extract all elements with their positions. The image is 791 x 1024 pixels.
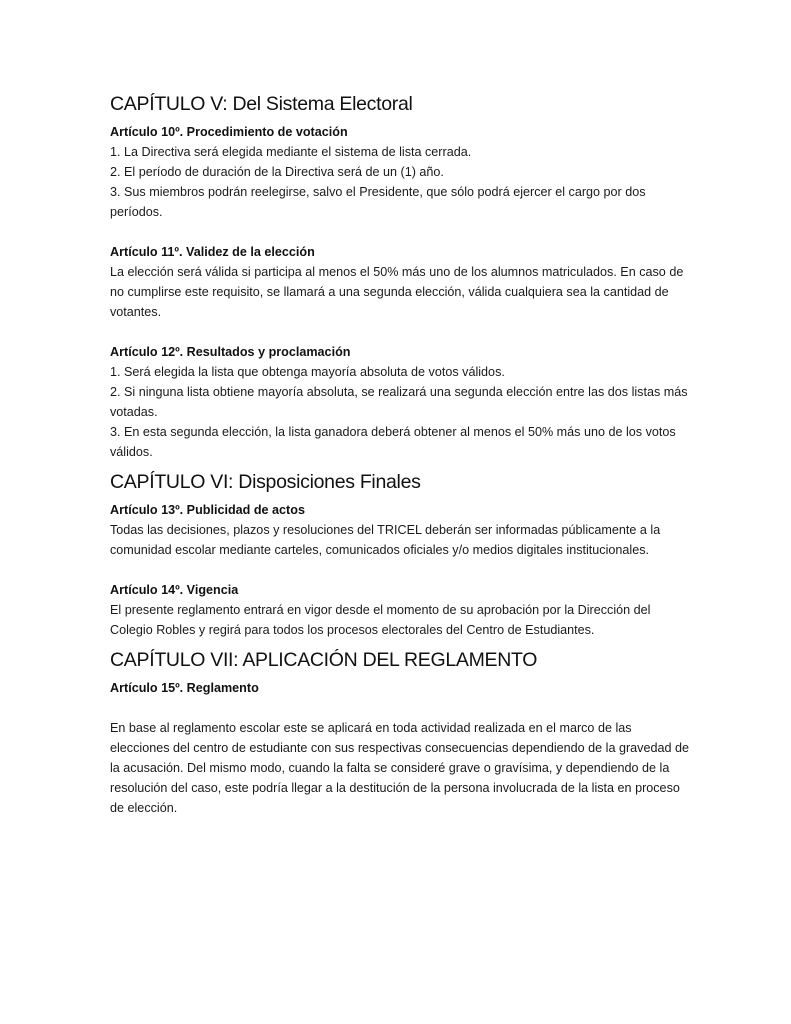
chapter-title: CAPÍTULO VII: APLICACIÓN DEL REGLAMENTO [110,649,538,671]
article-paragraph: En base al reglamento escolar este se aplicará en toda actividad realizada en el marco de las elecciones del centro de estudiante con sus respectivas consecuencias dependiendo de la gravedad de la acusación. Del mismo modo, cuando la falta se consideré grave o gravísima, y dependiendo de la resolución del caso, este podría llegar a la destitución de la persona involucrada de la lista en proceso de elección. [110,721,690,815]
article-13 [110,500,690,560]
article-line: 1. Será elegida la lista que obtenga mayoría absoluta de votos válidos. [110,365,505,379]
article-title: Artículo 12º. Resultados y proclamación [110,345,351,359]
article-paragraph: Todas las decisiones, plazos y resoluciones del TRICEL deberán ser informadas públicamente a la comunidad escolar mediante carteles, comunicados oficiales y/o medios digitales institucionales. [110,523,661,557]
spacer [110,698,690,718]
article-line: 1. La Directiva será elegida mediante el sistema de lista cerrada. [110,145,472,159]
article-title: Artículo 13º. Publicidad de actos [110,503,305,517]
article-14 [110,580,690,640]
article-12 [110,342,690,462]
article-title: Artículo 15º. Reglamento [110,681,259,695]
article-line: 3. Sus miembros podrán reelegirse, salvo el Presidente, que sólo podrá ejercer el cargo por dos períodos. [110,185,646,219]
article-paragraph: El presente reglamento entrará en vigor desde el momento de su aprobación por la Dirección del Colegio Robles y regirá para todos los procesos electorales del Centro de Estudiantes. [110,603,651,637]
article-11 [110,242,690,322]
chapter-title: CAPÍTULO VI: Disposiciones Finales [110,471,421,493]
article-title: Artículo 14º. Vigencia [110,583,239,597]
article-title: Artículo 10º. Procedimiento de votación [110,125,348,139]
article-10 [110,122,690,222]
article-line: 2. Si ninguna lista obtiene mayoría absoluta, se realizará una segunda elección entre las dos listas más votadas. [110,385,688,419]
article-line: 3. En esta segunda elección, la lista ganadora deberá obtener al menos el 50% más uno de los votos válidos. [110,425,676,459]
chapter-title: CAPÍTULO V: Del Sistema Electoral [110,93,413,115]
article-title: Artículo 11º. Validez de la elección [110,245,315,259]
article-paragraph: La elección será válida si participa al menos el 50% más uno de los alumnos matriculados. En caso de no cumplirse este requisito, se llamará a una segunda elección, válida cualquiera sea la cantidad de votantes. [110,265,684,319]
document-page [110,92,690,838]
article-line: 2. El período de duración de la Directiva será de un (1) año. [110,165,444,179]
article-15 [110,678,690,818]
